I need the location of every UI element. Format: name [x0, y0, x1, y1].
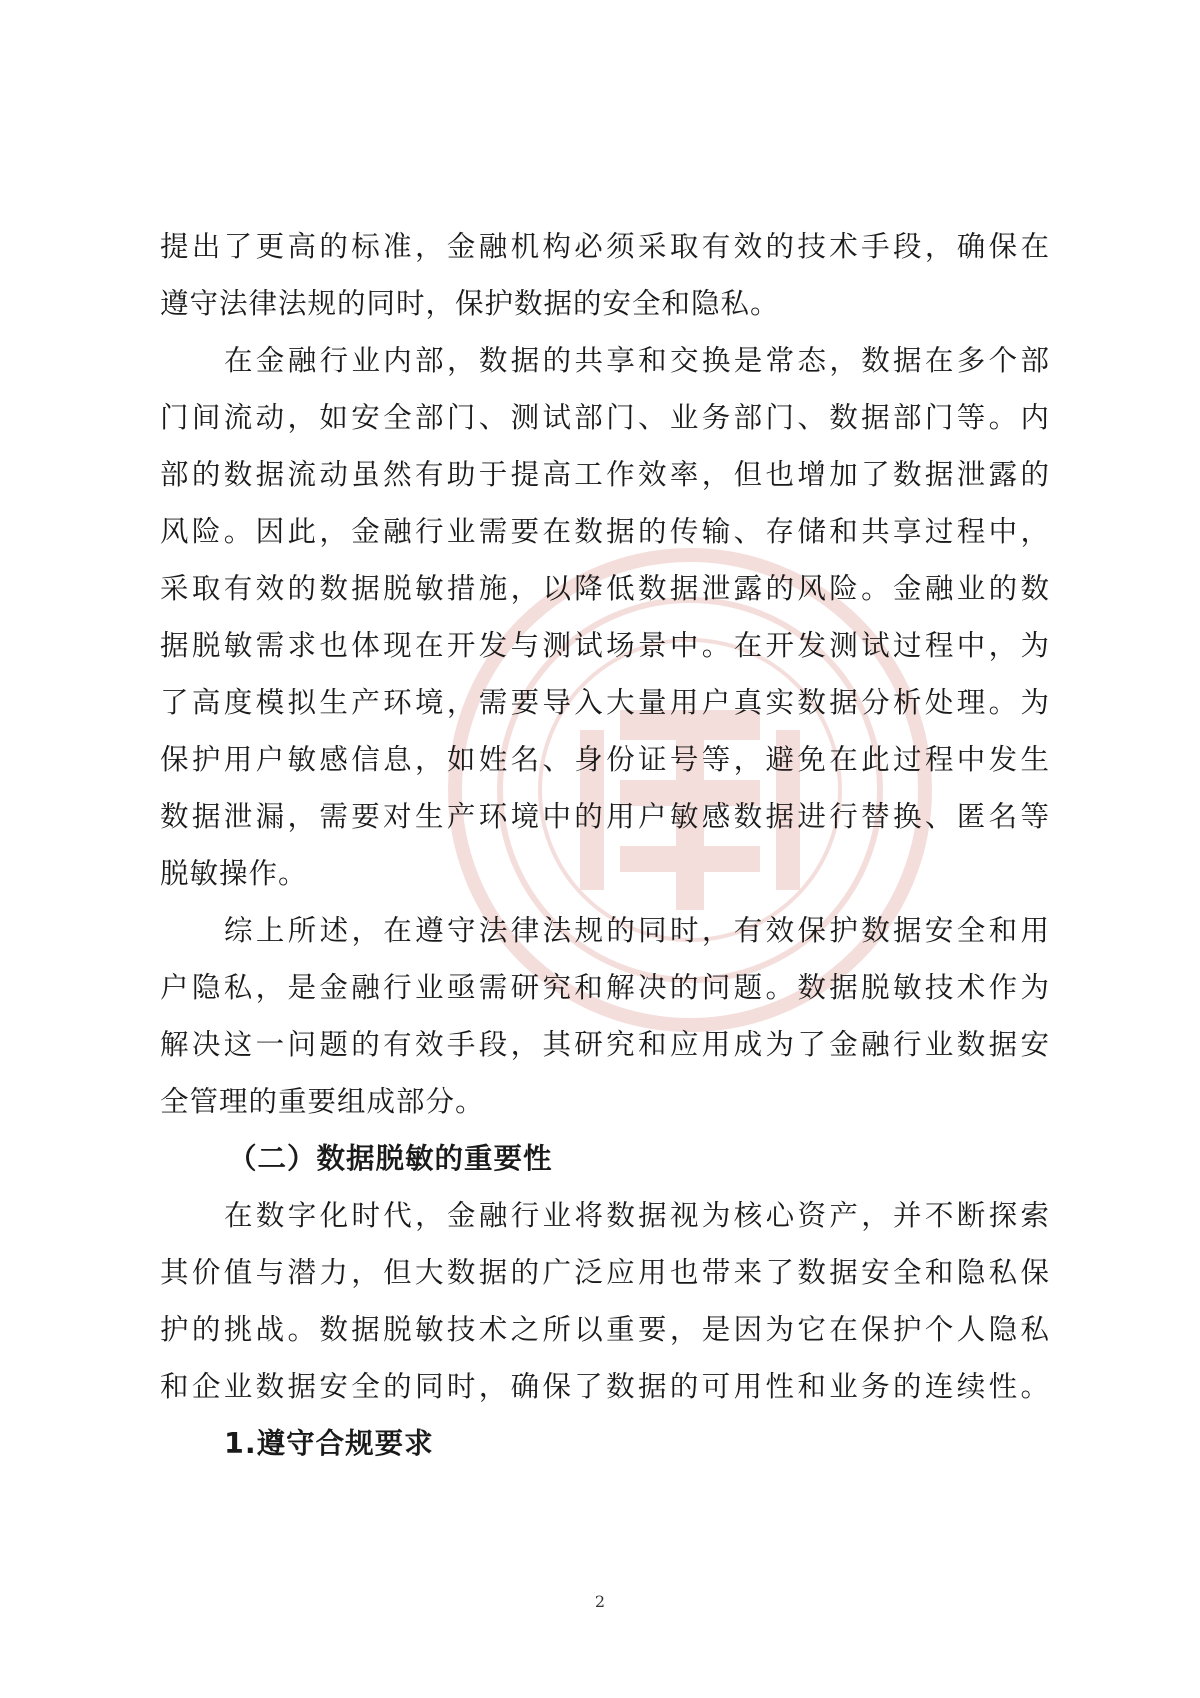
- text-line: 遵守法律法规的同时，保护数据的安全和隐私。: [160, 287, 780, 320]
- subsection-heading: 1.遵守合规要求: [224, 1427, 434, 1460]
- text-line: 其价值与潜力，但大数据的广泛应用也带来了数据安全和隐私保: [160, 1256, 1050, 1289]
- text-line: 全管理的重要组成部分。: [160, 1085, 485, 1118]
- text-line: 户隐私，是金融行业亟需研究和解决的问题。数据脱敏技术作为: [160, 971, 1050, 1004]
- text-line: 综上所述，在遵守法律法规的同时，有效保护数据安全和用: [224, 914, 1050, 947]
- text-line: 和企业数据安全的同时，确保了数据的可用性和业务的连续性。: [160, 1370, 1050, 1403]
- section-heading: （二）数据脱敏的重要性: [228, 1142, 553, 1175]
- text-line: 在金融行业内部，数据的共享和交换是常态，数据在多个部: [224, 344, 1050, 377]
- text-line: 部的数据流动虽然有助于提高工作效率，但也增加了数据泄露的: [160, 458, 1050, 491]
- text-line: 护的挑战。数据脱敏技术之所以重要，是因为它在保护个人隐私: [160, 1313, 1050, 1346]
- text-line: 保护用户敏感信息，如姓名、身份证号等，避免在此过程中发生: [160, 743, 1050, 776]
- text-line: 在数字化时代，金融行业将数据视为核心资产，并不断探索: [224, 1199, 1050, 1232]
- text-line: 据脱敏需求也体现在开发与测试场景中。在开发测试过程中，为: [160, 629, 1050, 662]
- document-body: [160, 218, 1050, 1472]
- text-line: 采取有效的数据脱敏措施，以降低数据泄露的风险。金融业的数: [160, 572, 1050, 605]
- text-line: 了高度模拟生产环境，需要导入大量用户真实数据分析处理。为: [160, 686, 1050, 719]
- page-number: 2: [594, 1592, 606, 1611]
- text-line: 解决这一问题的有效手段，其研究和应用成为了金融行业数据安: [160, 1028, 1050, 1061]
- text-line: 风险。因此，金融行业需要在数据的传输、存储和共享过程中，: [160, 515, 1050, 548]
- text-line: 脱敏操作。: [160, 857, 308, 890]
- text-line: 提出了更高的标准，金融机构必须采取有效的技术手段，确保在: [160, 230, 1050, 263]
- text-line: 数据泄漏，需要对生产环境中的用户敏感数据进行替换、匿名等: [160, 800, 1050, 833]
- text-line: 门间流动，如安全部门、测试部门、业务部门、数据部门等。内: [160, 401, 1050, 434]
